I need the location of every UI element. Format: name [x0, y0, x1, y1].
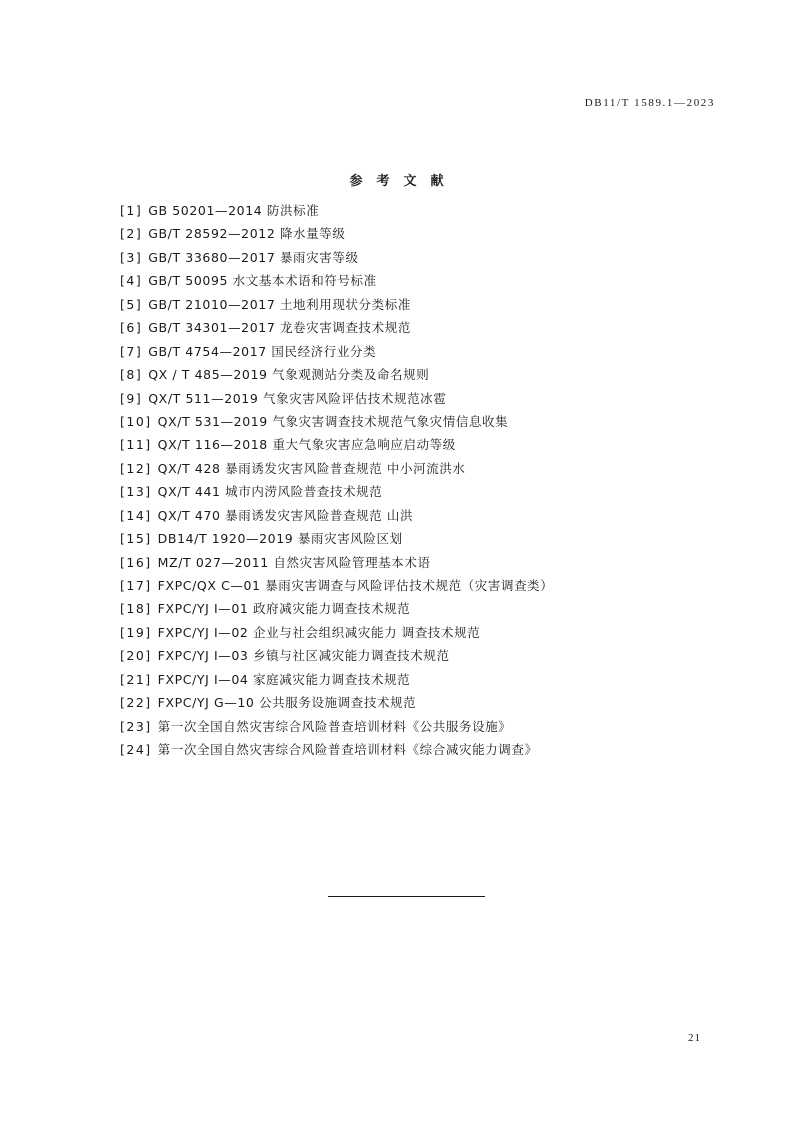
reference-number: [16] [120, 554, 152, 570]
reference-list [120, 199, 553, 762]
reference-item [120, 504, 553, 527]
reference-item [120, 551, 553, 574]
reference-text: FXPC/QX C—01 暴雨灾害调查与风险评估技术规范（灾害调查类） [157, 578, 554, 593]
reference-text: GB 50201—2014 防洪标准 [148, 203, 320, 218]
reference-number: [11] [120, 437, 152, 453]
reference-number: [19] [120, 624, 152, 640]
reference-text: GB/T 28592—2012 降水量等级 [148, 226, 346, 242]
reference-item [120, 293, 553, 316]
reference-item [120, 340, 553, 363]
reference-number: [24] [120, 742, 152, 758]
reference-text: MZ/T 027—2011 自然灾害风险管理基本术语 [157, 554, 431, 570]
reference-item [120, 363, 553, 386]
reference-number: [22] [120, 695, 152, 711]
reference-item [120, 222, 553, 245]
reference-text: FXPC/YJ I—04 家庭减灾能力调查技术规范 [157, 671, 411, 687]
reference-text: QX/T 428 暴雨诱发灾害风险普查规范 中小河流洪水 [157, 460, 466, 476]
reference-item [120, 621, 553, 644]
reference-item [120, 246, 553, 269]
reference-number: [14] [120, 507, 152, 523]
end-divider [328, 896, 485, 897]
reference-item [120, 269, 553, 292]
reference-item [120, 738, 553, 761]
reference-text: GB/T 50095 水文基本术语和符号标准 [148, 273, 377, 289]
reference-number: [9] [120, 390, 143, 406]
reference-number: [12] [120, 460, 152, 476]
reference-item [120, 316, 553, 339]
reference-item [120, 387, 553, 410]
reference-text: QX/T 531—2019 气象灾害调查技术规范气象灾情信息收集 [157, 413, 509, 429]
reference-item [120, 574, 553, 597]
reference-item [120, 410, 553, 433]
reference-item [120, 527, 553, 550]
reference-text: QX / T 485—2019 气象观测站分类及命名规则 [148, 367, 430, 383]
reference-text: QX/T 511—2019 气象灾害风险评估技术规范冰雹 [148, 390, 447, 406]
reference-item [120, 691, 553, 714]
reference-item [120, 199, 553, 222]
reference-number: [2] [120, 226, 143, 242]
reference-text: QX/T 441 城市内涝风险普查技术规范 [157, 484, 383, 500]
reference-text: DB14/T 1920—2019 暴雨灾害风险区划 [157, 531, 403, 547]
reference-number: [18] [120, 601, 152, 617]
reference-text: 第一次全国自然灾害综合风险普查培训材料《公共服务设施》 [157, 718, 512, 734]
section-title: 参考文献 [349, 174, 458, 189]
reference-text: FXPC/YJ I—02 企业与社会组织减灾能力 调查技术规范 [157, 624, 481, 640]
reference-text: QX/T 116—2018 重大气象灾害应急响应启动等级 [157, 437, 456, 453]
reference-number: [6] [120, 320, 143, 336]
reference-item [120, 457, 553, 480]
reference-number: [20] [120, 648, 152, 664]
reference-text: GB/T 4754—2017 国民经济行业分类 [148, 343, 377, 359]
page-number: 21 [688, 1032, 701, 1044]
reference-number: [10] [120, 413, 152, 429]
reference-item [120, 433, 553, 456]
reference-text: GB/T 33680—2017 暴雨灾害等级 [148, 249, 359, 265]
reference-text: FXPC/YJ I—01 政府减灾能力调查技术规范 [157, 601, 411, 617]
reference-item [120, 480, 553, 503]
reference-number: [1] [120, 203, 143, 218]
reference-number: [4] [120, 273, 143, 289]
document-code: DB11/T 1589.1—2023 [584, 97, 715, 109]
reference-item [120, 644, 553, 667]
reference-item [120, 668, 553, 691]
reference-number: [13] [120, 484, 152, 500]
reference-number: [5] [120, 296, 143, 312]
reference-item [120, 715, 553, 738]
reference-text: QX/T 470 暴雨诱发灾害风险普查规范 山洪 [157, 507, 414, 523]
reference-number: [23] [120, 718, 152, 734]
reference-number: [8] [120, 367, 143, 383]
reference-text: FXPC/YJ I—03 乡镇与社区减灾能力调查技术规范 [157, 648, 450, 664]
reference-number: [3] [120, 249, 143, 265]
reference-text: FXPC/YJ G—10 公共服务设施调查技术规范 [157, 695, 417, 711]
reference-number: [15] [120, 531, 152, 547]
reference-text: 第一次全国自然灾害综合风险普查培训材料《综合减灾能力调查》 [157, 742, 538, 758]
reference-item [120, 597, 553, 620]
reference-number: [21] [120, 671, 152, 687]
reference-number: [7] [120, 343, 143, 359]
reference-text: GB/T 21010—2017 土地利用现状分类标准 [148, 296, 411, 312]
reference-text: GB/T 34301—2017 龙卷灾害调查技术规范 [148, 320, 411, 336]
reference-number: [17] [120, 578, 152, 593]
